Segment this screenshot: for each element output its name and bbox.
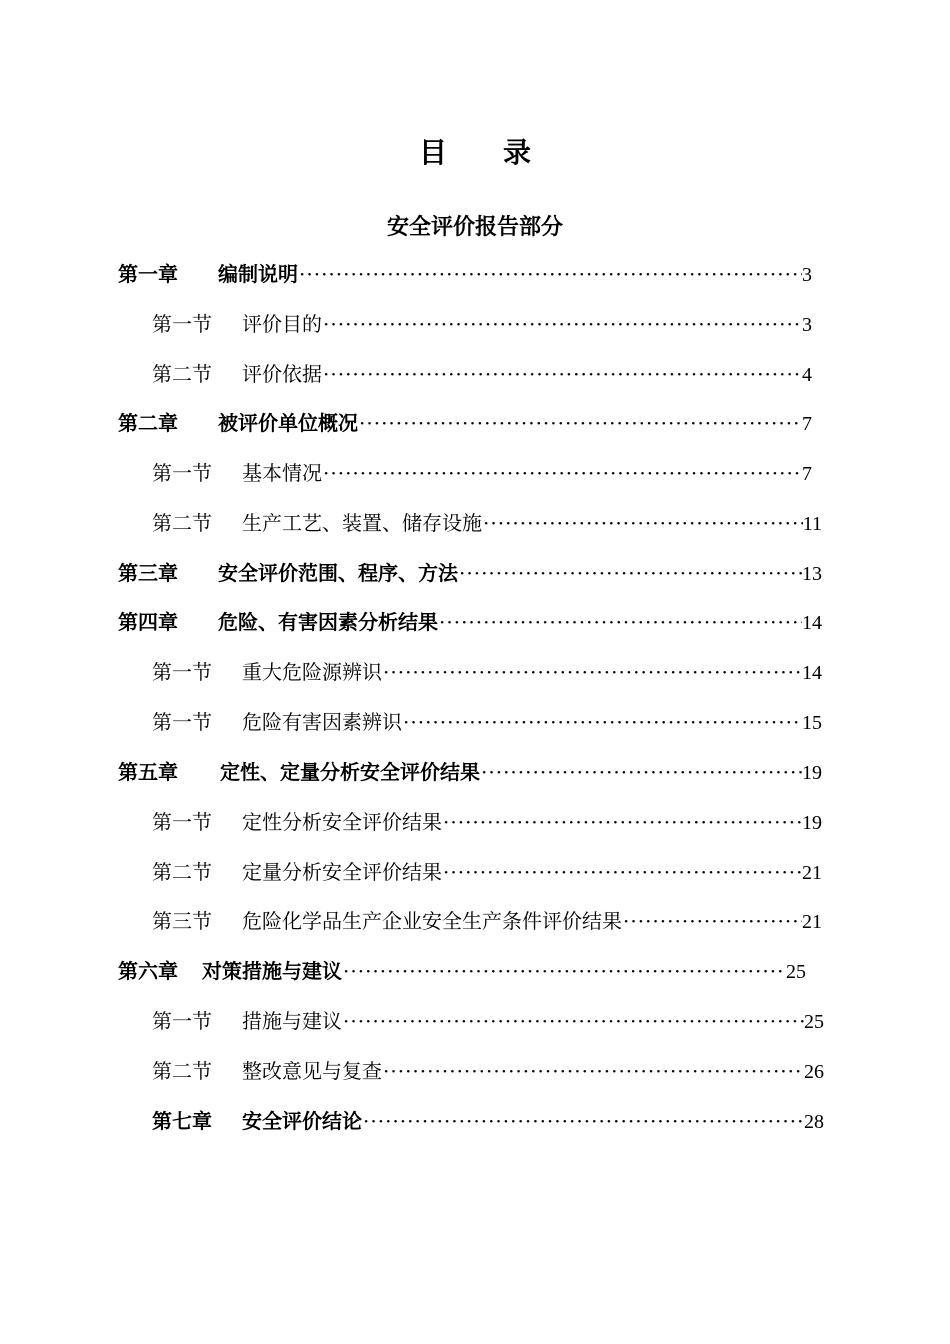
toc-title-text: 被评价单位概况	[218, 411, 358, 435]
toc-number: 第一节	[152, 312, 212, 336]
toc-title-left: 目	[418, 136, 447, 169]
toc-leader-dots	[442, 857, 802, 887]
toc-title-text: 安全评价范围、程序、方法	[218, 561, 458, 585]
toc-section-1-2[interactable]	[152, 359, 812, 389]
toc-chapter-3[interactable]	[118, 558, 822, 588]
toc-number: 第二章	[118, 411, 178, 435]
toc-chapter-1[interactable]	[118, 259, 812, 289]
toc-number: 第三章	[118, 561, 178, 585]
toc-number: 第一节	[152, 660, 212, 684]
toc-title-text: 危险有害因素辨识	[242, 710, 402, 734]
toc-leader-dots	[322, 359, 802, 389]
toc-chapter-2[interactable]	[118, 408, 812, 438]
toc-leader-dots	[358, 408, 802, 438]
toc-leader-dots	[362, 1106, 804, 1136]
toc-title-text: 编制说明	[218, 262, 298, 286]
toc-section-2-1[interactable]	[152, 458, 812, 488]
toc-chapter-4[interactable]	[118, 607, 822, 637]
toc-chapter-6[interactable]	[118, 956, 806, 986]
toc-number: 第一章	[118, 262, 178, 286]
toc-page-number: 7	[802, 413, 812, 435]
toc-section-1-1[interactable]	[152, 309, 812, 339]
toc-title-text: 措施与建议	[242, 1009, 342, 1033]
toc-section-2-2[interactable]	[152, 508, 822, 538]
toc-number: 第二节	[152, 1059, 212, 1083]
toc-title-text: 危险、有害因素分析结果	[218, 610, 438, 634]
toc-title-text: 危险化学品生产企业安全生产条件评价结果	[242, 909, 622, 933]
toc-page-number: 15	[802, 712, 822, 734]
toc-section-5-2[interactable]	[152, 857, 822, 887]
toc-leader-dots	[382, 657, 802, 687]
toc-title-text: 对策措施与建议	[202, 959, 342, 983]
toc-leader-dots	[438, 607, 802, 637]
toc-subtitle: 安全评价报告部分	[386, 215, 563, 240]
toc-leader-dots	[458, 558, 802, 588]
toc-leader-dots	[402, 707, 802, 737]
toc-title-text: 评价依据	[242, 362, 322, 386]
toc-page-number: 28	[804, 1111, 824, 1133]
toc-title-text: 定性分析安全评价结果	[242, 810, 442, 834]
toc-page-number: 3	[802, 264, 812, 286]
toc-page-number: 13	[802, 563, 822, 585]
toc-number: 第一节	[152, 461, 212, 485]
toc-title-text: 生产工艺、装置、储存设施	[242, 511, 482, 535]
toc-page-number: 14	[802, 612, 822, 634]
toc-page-number: 21	[802, 862, 822, 884]
toc-section-5-1[interactable]	[152, 807, 822, 837]
toc-leader-dots	[442, 807, 802, 837]
toc-page-number: 25	[786, 961, 806, 983]
toc-title-text: 整改意见与复查	[242, 1059, 382, 1083]
toc-page-number: 19	[802, 762, 822, 784]
toc-title-text: 定量分析安全评价结果	[242, 860, 442, 884]
toc-leader-dots	[622, 906, 802, 936]
toc-section-5-3[interactable]	[152, 906, 822, 936]
toc-page-number: 11	[802, 513, 822, 535]
toc-chapter-5[interactable]	[118, 757, 822, 787]
toc-leader-dots	[342, 1006, 804, 1036]
toc-page-number: 3	[802, 314, 812, 336]
toc-page-number: 14	[802, 662, 822, 684]
toc-section-4-1[interactable]	[152, 657, 822, 687]
toc-title-text: 定性、定量分析安全评价结果	[220, 760, 480, 784]
toc-number: 第二节	[152, 860, 212, 884]
toc-title-text: 基本情况	[242, 461, 322, 485]
toc-section-6-1[interactable]	[152, 1006, 824, 1036]
toc-number: 第二节	[152, 511, 212, 535]
toc-number: 第一节	[152, 710, 212, 734]
toc-number: 第一节	[152, 810, 212, 834]
toc-number: 第四章	[118, 610, 178, 634]
toc-title-text: 安全评价结论	[242, 1109, 362, 1133]
toc-number: 第一节	[152, 1009, 212, 1033]
toc-number: 第五章	[118, 760, 178, 784]
toc-title-text: 重大危险源辨识	[242, 660, 382, 684]
toc-number: 第二节	[152, 362, 212, 386]
toc-leader-dots	[382, 1056, 804, 1086]
toc-number: 第七章	[152, 1109, 212, 1133]
toc-page-number: 19	[802, 812, 822, 834]
toc-page-number: 4	[802, 364, 812, 386]
toc-title	[0, 131, 950, 171]
toc-leader-dots	[298, 259, 802, 289]
toc-section-6-2[interactable]	[152, 1056, 824, 1086]
toc-leader-dots	[322, 309, 802, 339]
toc-page-number: 21	[802, 911, 822, 933]
toc-section-4-2[interactable]	[152, 707, 822, 737]
toc-page-number: 26	[804, 1061, 824, 1083]
toc-number: 第三节	[152, 909, 212, 933]
toc-title-text: 评价目的	[242, 312, 322, 336]
toc-number: 第六章	[118, 959, 178, 983]
toc-leader-dots	[322, 458, 802, 488]
toc-page-number: 25	[804, 1011, 824, 1033]
toc-chapter-7[interactable]	[152, 1106, 824, 1136]
toc-title-right: 录	[503, 136, 532, 169]
toc-leader-dots	[342, 956, 786, 986]
toc-leader-dots	[482, 508, 803, 538]
toc-leader-dots	[480, 757, 802, 787]
toc-page-number: 7	[802, 463, 812, 485]
